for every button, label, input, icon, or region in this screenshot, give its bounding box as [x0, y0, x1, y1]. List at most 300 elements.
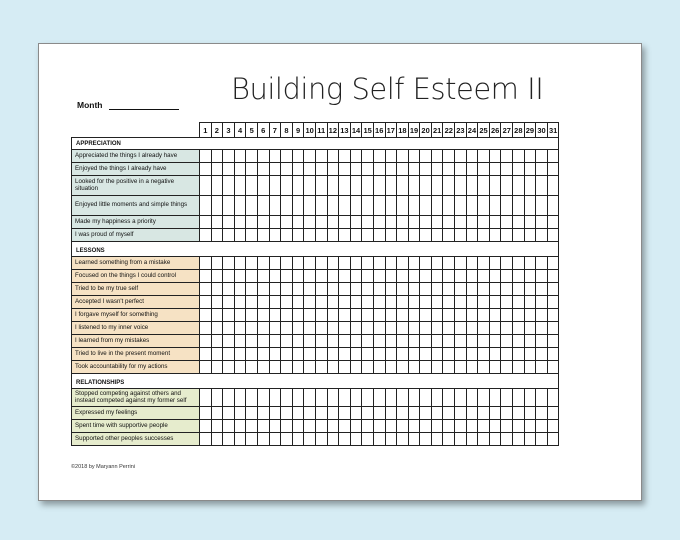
day-checkbox[interactable] [397, 389, 409, 407]
day-checkbox[interactable] [501, 257, 513, 270]
day-checkbox[interactable] [455, 270, 467, 283]
day-checkbox[interactable] [339, 296, 351, 309]
day-checkbox[interactable] [315, 335, 327, 348]
day-checkbox[interactable] [443, 283, 455, 296]
day-checkbox[interactable] [223, 322, 235, 335]
day-checkbox[interactable] [339, 389, 351, 407]
day-checkbox[interactable] [304, 407, 316, 420]
day-checkbox[interactable] [385, 176, 397, 196]
day-checkbox[interactable] [304, 216, 316, 229]
day-checkbox[interactable] [455, 420, 467, 433]
day-checkbox[interactable] [257, 309, 269, 322]
day-checkbox[interactable] [223, 150, 235, 163]
day-checkbox[interactable] [327, 420, 339, 433]
day-checkbox[interactable] [501, 335, 513, 348]
day-checkbox[interactable] [362, 348, 374, 361]
day-checkbox[interactable] [246, 150, 258, 163]
day-checkbox[interactable] [350, 420, 362, 433]
day-checkbox[interactable] [362, 433, 374, 446]
day-checkbox[interactable] [223, 257, 235, 270]
day-checkbox[interactable] [408, 296, 420, 309]
day-checkbox[interactable] [327, 335, 339, 348]
day-checkbox[interactable] [269, 270, 281, 283]
day-checkbox[interactable] [211, 196, 223, 216]
day-checkbox[interactable] [489, 270, 501, 283]
day-checkbox[interactable] [524, 270, 536, 283]
day-checkbox[interactable] [513, 150, 525, 163]
day-checkbox[interactable] [547, 433, 559, 446]
day-checkbox[interactable] [431, 296, 443, 309]
day-checkbox[interactable] [478, 216, 490, 229]
day-checkbox[interactable] [408, 322, 420, 335]
day-checkbox[interactable] [536, 335, 548, 348]
day-checkbox[interactable] [292, 270, 304, 283]
day-checkbox[interactable] [315, 229, 327, 242]
day-checkbox[interactable] [339, 309, 351, 322]
day-checkbox[interactable] [327, 322, 339, 335]
day-checkbox[interactable] [443, 309, 455, 322]
day-checkbox[interactable] [362, 283, 374, 296]
day-checkbox[interactable] [455, 283, 467, 296]
day-checkbox[interactable] [373, 163, 385, 176]
day-checkbox[interactable] [431, 361, 443, 374]
day-checkbox[interactable] [408, 283, 420, 296]
day-checkbox[interactable] [408, 163, 420, 176]
day-checkbox[interactable] [397, 361, 409, 374]
day-checkbox[interactable] [385, 270, 397, 283]
day-checkbox[interactable] [478, 196, 490, 216]
day-checkbox[interactable] [362, 196, 374, 216]
day-checkbox[interactable] [327, 296, 339, 309]
day-checkbox[interactable] [408, 196, 420, 216]
day-checkbox[interactable] [547, 296, 559, 309]
day-checkbox[interactable] [350, 229, 362, 242]
day-checkbox[interactable] [431, 270, 443, 283]
day-checkbox[interactable] [397, 196, 409, 216]
day-checkbox[interactable] [223, 283, 235, 296]
day-checkbox[interactable] [200, 229, 212, 242]
day-checkbox[interactable] [478, 389, 490, 407]
day-checkbox[interactable] [385, 229, 397, 242]
day-checkbox[interactable] [524, 348, 536, 361]
day-checkbox[interactable] [246, 348, 258, 361]
day-checkbox[interactable] [547, 216, 559, 229]
day-checkbox[interactable] [292, 163, 304, 176]
day-checkbox[interactable] [385, 216, 397, 229]
day-checkbox[interactable] [234, 270, 246, 283]
day-checkbox[interactable] [234, 196, 246, 216]
day-checkbox[interactable] [246, 420, 258, 433]
day-checkbox[interactable] [397, 270, 409, 283]
day-checkbox[interactable] [281, 296, 293, 309]
day-checkbox[interactable] [281, 216, 293, 229]
day-checkbox[interactable] [489, 176, 501, 196]
day-checkbox[interactable] [269, 283, 281, 296]
day-checkbox[interactable] [408, 309, 420, 322]
day-checkbox[interactable] [315, 348, 327, 361]
day-checkbox[interactable] [397, 283, 409, 296]
day-checkbox[interactable] [339, 407, 351, 420]
day-checkbox[interactable] [269, 163, 281, 176]
day-checkbox[interactable] [420, 283, 432, 296]
day-checkbox[interactable] [304, 150, 316, 163]
day-checkbox[interactable] [547, 176, 559, 196]
day-checkbox[interactable] [501, 229, 513, 242]
day-checkbox[interactable] [269, 361, 281, 374]
day-checkbox[interactable] [200, 176, 212, 196]
day-checkbox[interactable] [281, 163, 293, 176]
day-checkbox[interactable] [466, 420, 478, 433]
day-checkbox[interactable] [223, 270, 235, 283]
day-checkbox[interactable] [455, 309, 467, 322]
day-checkbox[interactable] [315, 176, 327, 196]
day-checkbox[interactable] [257, 283, 269, 296]
day-checkbox[interactable] [234, 257, 246, 270]
day-checkbox[interactable] [443, 420, 455, 433]
day-checkbox[interactable] [478, 257, 490, 270]
day-checkbox[interactable] [513, 163, 525, 176]
day-checkbox[interactable] [200, 389, 212, 407]
day-checkbox[interactable] [513, 361, 525, 374]
day-checkbox[interactable] [315, 150, 327, 163]
day-checkbox[interactable] [350, 163, 362, 176]
day-checkbox[interactable] [350, 335, 362, 348]
day-checkbox[interactable] [200, 257, 212, 270]
day-checkbox[interactable] [431, 407, 443, 420]
day-checkbox[interactable] [466, 283, 478, 296]
day-checkbox[interactable] [501, 433, 513, 446]
day-checkbox[interactable] [200, 163, 212, 176]
day-checkbox[interactable] [246, 407, 258, 420]
day-checkbox[interactable] [397, 407, 409, 420]
day-checkbox[interactable] [431, 150, 443, 163]
day-checkbox[interactable] [211, 270, 223, 283]
day-checkbox[interactable] [466, 257, 478, 270]
day-checkbox[interactable] [269, 216, 281, 229]
day-checkbox[interactable] [200, 296, 212, 309]
day-checkbox[interactable] [408, 229, 420, 242]
day-checkbox[interactable] [385, 407, 397, 420]
day-checkbox[interactable] [234, 420, 246, 433]
day-checkbox[interactable] [443, 296, 455, 309]
day-checkbox[interactable] [443, 407, 455, 420]
day-checkbox[interactable] [443, 229, 455, 242]
day-checkbox[interactable] [478, 150, 490, 163]
day-checkbox[interactable] [547, 407, 559, 420]
day-checkbox[interactable] [246, 322, 258, 335]
day-checkbox[interactable] [304, 296, 316, 309]
day-checkbox[interactable] [385, 283, 397, 296]
day-checkbox[interactable] [501, 389, 513, 407]
day-checkbox[interactable] [304, 283, 316, 296]
day-checkbox[interactable] [513, 335, 525, 348]
day-checkbox[interactable] [466, 433, 478, 446]
day-checkbox[interactable] [315, 420, 327, 433]
day-checkbox[interactable] [339, 420, 351, 433]
day-checkbox[interactable] [455, 150, 467, 163]
day-checkbox[interactable] [420, 335, 432, 348]
day-checkbox[interactable] [246, 309, 258, 322]
day-checkbox[interactable] [292, 283, 304, 296]
day-checkbox[interactable] [292, 361, 304, 374]
day-checkbox[interactable] [408, 257, 420, 270]
day-checkbox[interactable] [547, 270, 559, 283]
day-checkbox[interactable] [223, 309, 235, 322]
day-checkbox[interactable] [223, 229, 235, 242]
day-checkbox[interactable] [362, 257, 374, 270]
day-checkbox[interactable] [489, 283, 501, 296]
day-checkbox[interactable] [315, 309, 327, 322]
day-checkbox[interactable] [223, 335, 235, 348]
day-checkbox[interactable] [315, 322, 327, 335]
day-checkbox[interactable] [315, 196, 327, 216]
day-checkbox[interactable] [536, 361, 548, 374]
day-checkbox[interactable] [281, 257, 293, 270]
day-checkbox[interactable] [478, 163, 490, 176]
day-checkbox[interactable] [397, 309, 409, 322]
day-checkbox[interactable] [211, 407, 223, 420]
day-checkbox[interactable] [547, 420, 559, 433]
day-checkbox[interactable] [350, 270, 362, 283]
day-checkbox[interactable] [536, 283, 548, 296]
day-checkbox[interactable] [385, 389, 397, 407]
day-checkbox[interactable] [524, 407, 536, 420]
day-checkbox[interactable] [536, 229, 548, 242]
day-checkbox[interactable] [200, 348, 212, 361]
day-checkbox[interactable] [292, 322, 304, 335]
day-checkbox[interactable] [373, 348, 385, 361]
day-checkbox[interactable] [547, 283, 559, 296]
day-checkbox[interactable] [408, 270, 420, 283]
day-checkbox[interactable] [281, 389, 293, 407]
day-checkbox[interactable] [362, 407, 374, 420]
day-checkbox[interactable] [478, 283, 490, 296]
day-checkbox[interactable] [385, 348, 397, 361]
day-checkbox[interactable] [315, 163, 327, 176]
day-checkbox[interactable] [455, 348, 467, 361]
day-checkbox[interactable] [350, 150, 362, 163]
day-checkbox[interactable] [350, 283, 362, 296]
day-checkbox[interactable] [536, 196, 548, 216]
day-checkbox[interactable] [234, 150, 246, 163]
day-checkbox[interactable] [524, 196, 536, 216]
day-checkbox[interactable] [327, 216, 339, 229]
day-checkbox[interactable] [455, 296, 467, 309]
day-checkbox[interactable] [466, 322, 478, 335]
day-checkbox[interactable] [478, 361, 490, 374]
day-checkbox[interactable] [246, 196, 258, 216]
day-checkbox[interactable] [339, 150, 351, 163]
day-checkbox[interactable] [281, 348, 293, 361]
day-checkbox[interactable] [524, 309, 536, 322]
day-checkbox[interactable] [269, 407, 281, 420]
day-checkbox[interactable] [397, 229, 409, 242]
day-checkbox[interactable] [408, 361, 420, 374]
day-checkbox[interactable] [513, 176, 525, 196]
day-checkbox[interactable] [547, 322, 559, 335]
day-checkbox[interactable] [304, 389, 316, 407]
day-checkbox[interactable] [478, 176, 490, 196]
day-checkbox[interactable] [373, 216, 385, 229]
day-checkbox[interactable] [315, 407, 327, 420]
day-checkbox[interactable] [536, 296, 548, 309]
day-checkbox[interactable] [513, 216, 525, 229]
day-checkbox[interactable] [327, 361, 339, 374]
day-checkbox[interactable] [397, 163, 409, 176]
day-checkbox[interactable] [397, 348, 409, 361]
day-checkbox[interactable] [420, 407, 432, 420]
day-checkbox[interactable] [443, 196, 455, 216]
day-checkbox[interactable] [257, 348, 269, 361]
day-checkbox[interactable] [246, 270, 258, 283]
day-checkbox[interactable] [362, 270, 374, 283]
day-checkbox[interactable] [211, 257, 223, 270]
day-checkbox[interactable] [431, 420, 443, 433]
day-checkbox[interactable] [420, 229, 432, 242]
day-checkbox[interactable] [292, 216, 304, 229]
day-checkbox[interactable] [292, 176, 304, 196]
day-checkbox[interactable] [547, 389, 559, 407]
day-checkbox[interactable] [362, 176, 374, 196]
day-checkbox[interactable] [223, 176, 235, 196]
day-checkbox[interactable] [397, 296, 409, 309]
day-checkbox[interactable] [524, 433, 536, 446]
day-checkbox[interactable] [327, 176, 339, 196]
day-checkbox[interactable] [466, 150, 478, 163]
day-checkbox[interactable] [200, 196, 212, 216]
month-field-line[interactable] [109, 109, 179, 110]
day-checkbox[interactable] [373, 361, 385, 374]
day-checkbox[interactable] [455, 229, 467, 242]
day-checkbox[interactable] [211, 150, 223, 163]
day-checkbox[interactable] [385, 257, 397, 270]
day-checkbox[interactable] [489, 361, 501, 374]
day-checkbox[interactable] [211, 322, 223, 335]
day-checkbox[interactable] [501, 270, 513, 283]
day-checkbox[interactable] [281, 270, 293, 283]
day-checkbox[interactable] [339, 163, 351, 176]
day-checkbox[interactable] [466, 176, 478, 196]
day-checkbox[interactable] [373, 335, 385, 348]
day-checkbox[interactable] [257, 361, 269, 374]
day-checkbox[interactable] [257, 257, 269, 270]
day-checkbox[interactable] [420, 296, 432, 309]
day-checkbox[interactable] [397, 150, 409, 163]
day-checkbox[interactable] [466, 309, 478, 322]
day-checkbox[interactable] [373, 196, 385, 216]
day-checkbox[interactable] [513, 348, 525, 361]
day-checkbox[interactable] [513, 229, 525, 242]
day-checkbox[interactable] [257, 433, 269, 446]
day-checkbox[interactable] [536, 420, 548, 433]
day-checkbox[interactable] [362, 229, 374, 242]
day-checkbox[interactable] [397, 335, 409, 348]
day-checkbox[interactable] [304, 257, 316, 270]
day-checkbox[interactable] [536, 348, 548, 361]
day-checkbox[interactable] [234, 322, 246, 335]
day-checkbox[interactable] [304, 361, 316, 374]
day-checkbox[interactable] [373, 229, 385, 242]
day-checkbox[interactable] [350, 322, 362, 335]
day-checkbox[interactable] [362, 296, 374, 309]
day-checkbox[interactable] [315, 296, 327, 309]
day-checkbox[interactable] [234, 296, 246, 309]
day-checkbox[interactable] [455, 216, 467, 229]
day-checkbox[interactable] [223, 389, 235, 407]
day-checkbox[interactable] [350, 407, 362, 420]
day-checkbox[interactable] [536, 216, 548, 229]
day-checkbox[interactable] [281, 322, 293, 335]
day-checkbox[interactable] [420, 163, 432, 176]
day-checkbox[interactable] [443, 270, 455, 283]
day-checkbox[interactable] [547, 335, 559, 348]
day-checkbox[interactable] [315, 433, 327, 446]
day-checkbox[interactable] [489, 407, 501, 420]
day-checkbox[interactable] [304, 335, 316, 348]
day-checkbox[interactable] [304, 196, 316, 216]
day-checkbox[interactable] [408, 420, 420, 433]
day-checkbox[interactable] [431, 196, 443, 216]
day-checkbox[interactable] [397, 420, 409, 433]
day-checkbox[interactable] [350, 176, 362, 196]
day-checkbox[interactable] [281, 420, 293, 433]
day-checkbox[interactable] [269, 257, 281, 270]
day-checkbox[interactable] [420, 322, 432, 335]
day-checkbox[interactable] [501, 196, 513, 216]
day-checkbox[interactable] [200, 150, 212, 163]
day-checkbox[interactable] [513, 283, 525, 296]
day-checkbox[interactable] [304, 322, 316, 335]
day-checkbox[interactable] [350, 361, 362, 374]
day-checkbox[interactable] [455, 257, 467, 270]
day-checkbox[interactable] [466, 196, 478, 216]
day-checkbox[interactable] [408, 150, 420, 163]
day-checkbox[interactable] [373, 389, 385, 407]
day-checkbox[interactable] [455, 196, 467, 216]
day-checkbox[interactable] [292, 348, 304, 361]
day-checkbox[interactable] [362, 309, 374, 322]
day-checkbox[interactable] [327, 229, 339, 242]
day-checkbox[interactable] [489, 229, 501, 242]
day-checkbox[interactable] [281, 150, 293, 163]
day-checkbox[interactable] [223, 163, 235, 176]
day-checkbox[interactable] [234, 361, 246, 374]
day-checkbox[interactable] [304, 229, 316, 242]
day-checkbox[interactable] [420, 348, 432, 361]
day-checkbox[interactable] [431, 322, 443, 335]
day-checkbox[interactable] [501, 348, 513, 361]
day-checkbox[interactable] [455, 361, 467, 374]
day-checkbox[interactable] [397, 257, 409, 270]
day-checkbox[interactable] [489, 309, 501, 322]
day-checkbox[interactable] [315, 389, 327, 407]
day-checkbox[interactable] [234, 229, 246, 242]
day-checkbox[interactable] [455, 407, 467, 420]
day-checkbox[interactable] [478, 348, 490, 361]
day-checkbox[interactable] [362, 389, 374, 407]
day-checkbox[interactable] [269, 420, 281, 433]
day-checkbox[interactable] [501, 361, 513, 374]
day-checkbox[interactable] [327, 348, 339, 361]
day-checkbox[interactable] [524, 283, 536, 296]
day-checkbox[interactable] [339, 196, 351, 216]
day-checkbox[interactable] [443, 150, 455, 163]
day-checkbox[interactable] [281, 283, 293, 296]
day-checkbox[interactable] [257, 163, 269, 176]
day-checkbox[interactable] [408, 433, 420, 446]
day-checkbox[interactable] [339, 229, 351, 242]
day-checkbox[interactable] [420, 270, 432, 283]
